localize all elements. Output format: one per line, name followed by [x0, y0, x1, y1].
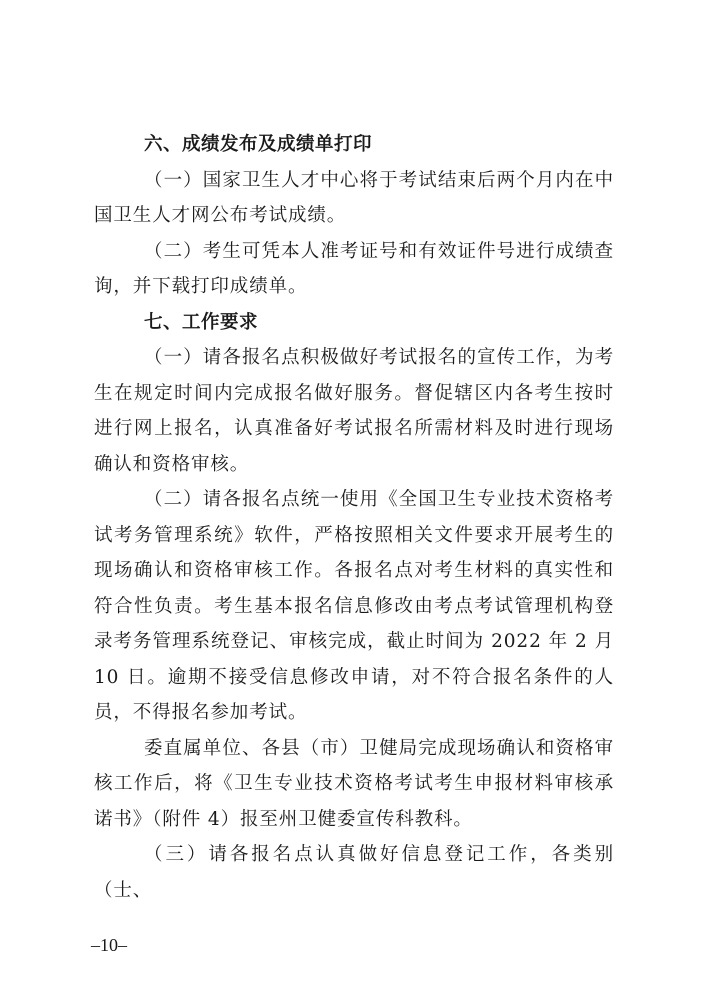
section-7-paragraph-3: 委直属单位、各县（市）卫健局完成现场确认和资格审核工作后，将《卫生专业技术资格考试考生申报材料审核承诺书》（附件 4）报至州卫健委宣传科教科。	[94, 737, 614, 830]
section-7-heading: 七、工作要求	[144, 311, 259, 333]
section-7-paragraph-2: （二）请各报名点统一使用《全国卫生专业技术资格考试考务管理系统》软件，严格按照相关文件要求开展考生的现场确认和资格审核工作。各报名点对考生材料的真实性和符合性负责。考生基本报名信息修改由考点考试管理机构登录考务管理系统登记、审核完成，截止时间为 2022 年 2 月 10 日。逾期不接受信息修改申请，对不符合报名条件的人员，不得报名参加考试。	[94, 489, 614, 723]
section-6-heading: 六、成绩发布及成绩单打印	[144, 134, 373, 155]
section-7-paragraph-1: （一）请各报名点积极做好考试报名的宣传工作，为考生在规定时间内完成报名做好服务。督促辖区内各考生按时进行网上报名，认真准备好考试报名所需材料及时进行现场确认和资格审核。	[94, 347, 614, 475]
page-number: –10–	[91, 935, 127, 955]
section-6-paragraph-1: （一）国家卫生人才中心将于考试结束后两个月内在中国卫生人才网公布考试成绩。	[94, 169, 614, 226]
section-7-paragraph-4: （三）请各报名点认真做好信息登记工作，各类别（士、	[94, 844, 614, 901]
page-body	[94, 127, 614, 908]
section-6-paragraph-2: （二）考生可凭本人准考证号和有效证件号进行成绩查询，并下载打印成绩单。	[94, 240, 614, 297]
